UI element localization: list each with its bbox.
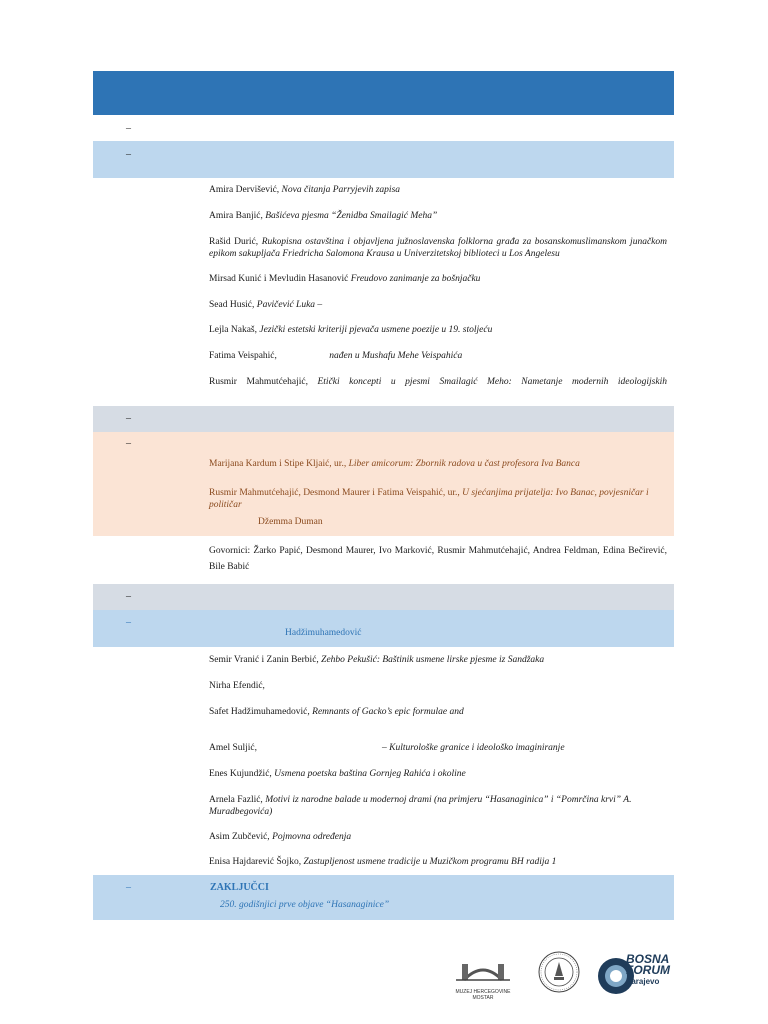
entry-title: Zehbo Pekušić: Baštinik usmene lirske pjesme iz Sandžaka (321, 655, 545, 665)
list-item (209, 299, 667, 311)
entry-author: Nirha Efendić, (209, 681, 265, 691)
entry-title: Motivi iz narodne balade u modernoj drami (na primjeru “Hasanaginica” i “Pomrčina krvi” A. Muradbegovića) (209, 795, 632, 817)
entry-author: Amira Dervišević, (209, 185, 282, 195)
entry-author: Sead Husić, (209, 300, 257, 310)
entry-title: – Kulturološke granice i ideološko imaginiranje (382, 743, 565, 753)
entry-author: Arnela Fazlić, (209, 795, 266, 805)
list-item (209, 680, 667, 692)
entry-title: Bašićeva pjesma “Ženidba Smailagić Meha” (265, 211, 438, 221)
list-item (209, 350, 667, 362)
entry-title: Jezički estetski kriteriji pjevača usmene poezije u 19. stoljeću (259, 325, 493, 335)
entry-title: U sjećanjima prijatelja: Ivo Banac, povjesničar i političar (209, 488, 649, 510)
entry-title: Pavičević Luka – (256, 300, 323, 310)
list-item (209, 856, 667, 868)
session-dash: – (126, 617, 131, 628)
list-item (209, 706, 667, 718)
list-item (209, 794, 667, 818)
list-item (209, 768, 667, 780)
entry-author: Lejla Nakaš, (209, 325, 260, 335)
entry-author: Marijana Kardum i Stipe Kljaić, ur., (209, 459, 349, 469)
list-item (209, 376, 667, 388)
list-item (209, 210, 667, 222)
forum-logo (596, 952, 676, 998)
entry-title: Nova čitanja Parryjevih zapisa (281, 185, 401, 195)
list-item (209, 742, 667, 754)
list-item (209, 324, 667, 336)
session-band (93, 610, 674, 647)
seal-logo (537, 950, 581, 994)
break-band (93, 406, 674, 432)
entry-title: nađen u Mushafu Mehe Veispahića (329, 351, 463, 361)
seal-icon (537, 950, 581, 994)
list-item (209, 458, 667, 470)
entry-author: Rusmir Mahmutćehajić, (209, 377, 318, 387)
entry-author: Safet Hadžimuhamedović, (209, 707, 313, 717)
entry-author: Amel Suljić, (209, 743, 258, 753)
entry-title: Rukopisna ostavština i objavljena južnoslavenska folklorna građa za bosanskomuslimanskom junačkom epikom sakupljača Friedricha Salomona Krausa u Univerzitetskoj biblioteci u Los Angelesu (209, 237, 667, 259)
museum-city: MOSTAR (472, 995, 494, 1001)
entry-title: Zastupljenost usmene tradicije u Muzičkom programu BH radija 1 (303, 857, 557, 867)
session-dash: – (126, 149, 131, 160)
conclusion-dash: – (126, 882, 131, 893)
forum-word-1: BOSNA (626, 952, 670, 966)
entry-title: Remnants of Gacko’s epic formulae and (312, 707, 464, 717)
entry-author: Rusmir Mahmutćehajić, Desmond Maurer i Fatima Veispahić, ur., (209, 488, 463, 498)
break-band (93, 584, 674, 610)
entry-title: Usmena poetska baština Gornjeg Rahića i okoline (274, 769, 466, 779)
entry-title: Etički koncepti u pjesmi Smailagić Meho: Nametanje modernih ideologijskih (317, 377, 667, 387)
list-item (209, 184, 667, 196)
session-chair: Hadžimuhamedović (285, 628, 362, 638)
entry-author: Amira Banjić, (209, 211, 266, 221)
list-item (209, 487, 667, 511)
museum-name: MUZEJ HERCEGOVINE (455, 989, 511, 995)
entry-title: Pojmovna određenja (272, 832, 352, 842)
list-item (209, 831, 667, 843)
conclusion-subtitle: 250. godišnjici prve objave “Hasanaginice” (220, 900, 390, 910)
conclusion-band (93, 875, 674, 920)
break-dash: – (126, 591, 131, 602)
entry-author: Semir Vranić i Zanin Berbić, (209, 655, 322, 665)
conclusion-heading: ZAKLJUČCI (210, 882, 269, 893)
row-dash: – (126, 123, 131, 134)
forum-word-3: Sarajevo (626, 977, 660, 986)
list-item (209, 236, 667, 260)
forum-word-2: FORUM (626, 963, 670, 977)
entry-title: Freudovo zanimanje za bošnjačku (350, 274, 481, 284)
museum-logo (446, 958, 520, 1001)
entry-author: Enisa Hajdarević Šojko, (209, 857, 304, 867)
list-item (209, 654, 667, 666)
entry-author: Asim Zubčević, (209, 832, 273, 842)
entry-author: Enes Kujundžić, (209, 769, 275, 779)
moderator: Džemma Duman (258, 517, 323, 527)
entry-author: Mirsad Kunić i Mevludin Hasanović (209, 274, 351, 284)
break-dash: – (126, 413, 131, 424)
bridge-icon (446, 958, 520, 984)
header-band (93, 71, 674, 115)
promotion-dash: – (126, 438, 131, 449)
session-band (93, 141, 674, 178)
entry-title: Liber amicorum: Zbornik radova u čast profesora Iva Banca (348, 459, 580, 469)
list-item (209, 273, 667, 285)
entry-author: Fatima Veispahić, (209, 351, 280, 361)
entry-author: Rašid Durić, (209, 237, 262, 247)
speakers: Govornici: Žarko Papić, Desmond Maurer, Ivo Marković, Rusmir Mahmutćehajić, Andrea Feldman, Edina Bečirević, Bile Babić (209, 546, 667, 572)
